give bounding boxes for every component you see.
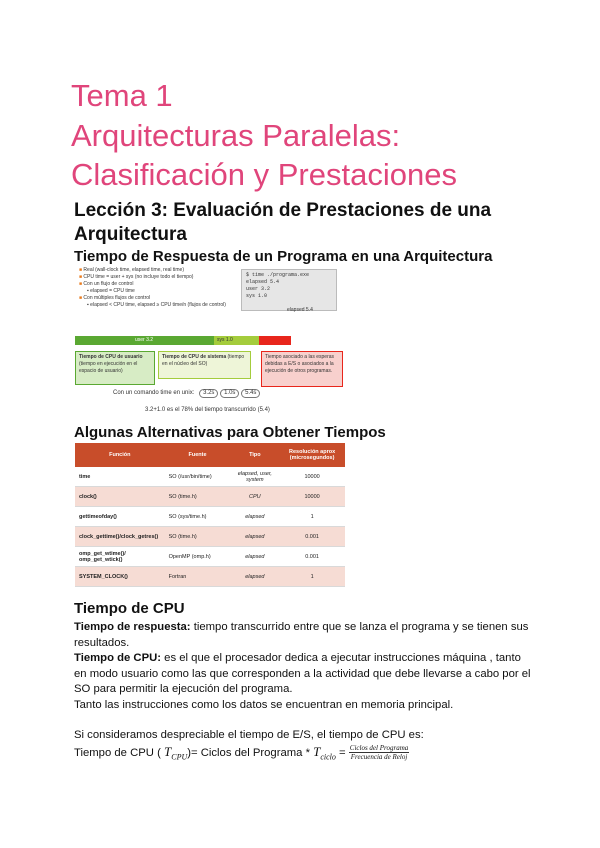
list-item: ■ Real (wall-clock time, elapsed time, real time) bbox=[79, 267, 185, 273]
table-cell: CPU bbox=[231, 487, 280, 507]
user-cpu-box: Tiempo de CPU de usuario (tiempo en ejecución en el espacio de usuario) bbox=[75, 351, 155, 385]
table-cell: clock() bbox=[75, 487, 165, 507]
column-header: Función bbox=[75, 443, 165, 467]
table-row bbox=[75, 527, 345, 547]
column-header: Tipo bbox=[231, 443, 280, 467]
sys-value: 1.0s bbox=[220, 389, 239, 398]
io-time-bar bbox=[259, 336, 291, 345]
section-response-time-title: Tiempo de Respuesta de un Programa en una Arquitectura bbox=[74, 248, 493, 265]
elapsed-label: elapsed 5.4 bbox=[287, 307, 313, 313]
table-cell: clock_gettime()/clock_getres() bbox=[75, 527, 165, 547]
cycle-fraction: $\frac{\text{Ciclos del Programa}}{\text{Frecuencia de Reloj}}$ bbox=[349, 744, 409, 762]
table-cell: 10000 bbox=[279, 487, 345, 507]
response-time-figure bbox=[75, 265, 495, 425]
table-row bbox=[75, 567, 345, 587]
terminal-line: elapsed 5.4 bbox=[246, 279, 280, 285]
lesson-heading-line2: Arquitectura bbox=[74, 224, 187, 245]
response-time-paragraph: Tiempo de respuesta: tiempo transcurrido entre que se lanza el programa y se tienen sus resultados. bbox=[74, 621, 529, 649]
io-wait-box: Tiempo asociado a las esperas debidas a E/S o asociados a la ejecución de otros programas. bbox=[261, 351, 343, 387]
elapsed-value: 5.4s bbox=[241, 389, 260, 398]
doc-title-line3: Clasificación y Prestaciones bbox=[71, 157, 457, 192]
command-line-text: Con un comando time en unix: 3.2s 1.0s 5.4s bbox=[113, 389, 260, 398]
terminal-line: $ time ./programa.exe bbox=[246, 272, 310, 278]
table-cell: SO (sys/time.h) bbox=[165, 507, 231, 527]
table-cell: SO (time.h) bbox=[165, 487, 231, 507]
section-cpu-time-title: Tiempo de CPU bbox=[74, 600, 185, 617]
table-cell: omp_get_wtime()/ omp_get_wtick() bbox=[75, 547, 165, 567]
section-alternatives-title: Algunas Alternativas para Obtener Tiempos bbox=[74, 424, 386, 441]
table-cell: OpenMP (omp.h) bbox=[165, 547, 231, 567]
table-header-row bbox=[75, 443, 345, 467]
terminal-line: user 3.2 bbox=[246, 286, 271, 292]
io-paragraph: Si consideramos despreciable el tiempo de E/S, el tiempo de CPU es: bbox=[74, 729, 424, 741]
table-cell: 0.001 bbox=[279, 527, 345, 547]
memory-paragraph: Tanto las instrucciones como los datos se encuentran en memoria principal. bbox=[74, 698, 454, 711]
timing-functions-table bbox=[75, 443, 345, 587]
table-row bbox=[75, 467, 345, 487]
figure-bullet-list bbox=[79, 267, 249, 309]
list-item: ■ Con múltiples flujos de control bbox=[79, 295, 151, 301]
list-item: ▪ elapsed = CPU time bbox=[87, 288, 135, 294]
doc-title-line1: Tema 1 bbox=[71, 78, 173, 113]
time-summary: 3.2+1.0 es el 78% del tiempo transcurrido (5.4) bbox=[145, 407, 270, 413]
table-cell: SYSTEM_CLOCK() bbox=[75, 567, 165, 587]
list-item: ■ Con un flujo de control bbox=[79, 281, 134, 287]
column-header: Resolución aprox (microsegundos) bbox=[279, 443, 345, 467]
cpu-time-text bbox=[74, 620, 534, 765]
table-cell: elapsed, user, system bbox=[231, 467, 280, 487]
user-value: 3.2s bbox=[199, 389, 218, 398]
table-row bbox=[75, 507, 345, 527]
table-cell: time bbox=[75, 467, 165, 487]
terminal-line: sys 1.0 bbox=[246, 293, 268, 299]
table-cell: 0.001 bbox=[279, 547, 345, 567]
terminal-output bbox=[241, 269, 337, 311]
table-cell: SO (/usr/bin/time) bbox=[165, 467, 231, 487]
table-cell: elapsed bbox=[231, 547, 280, 567]
table-cell: 1 bbox=[279, 507, 345, 527]
table-row bbox=[75, 547, 345, 567]
lesson-heading-line1: Lección 3: Evaluación de Prestaciones de una bbox=[74, 200, 492, 221]
doc-title-line2: Arquitecturas Paralelas: bbox=[71, 118, 401, 153]
user-time-bar: user 3.2 bbox=[75, 336, 214, 345]
column-header: Fuente bbox=[165, 443, 231, 467]
table-row bbox=[75, 487, 345, 507]
table-cell: gettimeofday() bbox=[75, 507, 165, 527]
system-cpu-box: Tiempo de CPU de sistema (tiempo en el núcleo del SO) bbox=[158, 351, 251, 379]
table-cell: elapsed bbox=[231, 527, 280, 547]
cpu-time-formula: Tiempo de CPU ( $T_{CPU})=$ Ciclos del Programa * $T_{ciclo}$ = $\frac{\text{Ciclos del Programa}}{\text{Frecuencia de Reloj}}$ bbox=[74, 743, 409, 762]
table-cell: Fortran bbox=[165, 567, 231, 587]
table-cell: SO (time.h) bbox=[165, 527, 231, 547]
table-cell: 1 bbox=[279, 567, 345, 587]
table-cell: elapsed bbox=[231, 567, 280, 587]
table-cell: 10000 bbox=[279, 467, 345, 487]
cpu-time-paragraph: Tiempo de CPU: es el que el procesador dedica a ejecutar instrucciones máquina , tanto en modo usuario como las que corresponden a la actividad que debe llevarse a cabo por el SO para permitir la ejecución del programa. bbox=[74, 652, 531, 695]
sys-time-bar: sys 1.0 bbox=[214, 336, 259, 345]
list-item: ■ CPU time = user + sys (no incluye todo el tiempo) bbox=[79, 274, 194, 280]
list-item: ▪ elapsed < CPU time, elapsed ≥ CPU time/n (flujos de control) bbox=[87, 302, 226, 308]
table-cell: elapsed bbox=[231, 507, 280, 527]
